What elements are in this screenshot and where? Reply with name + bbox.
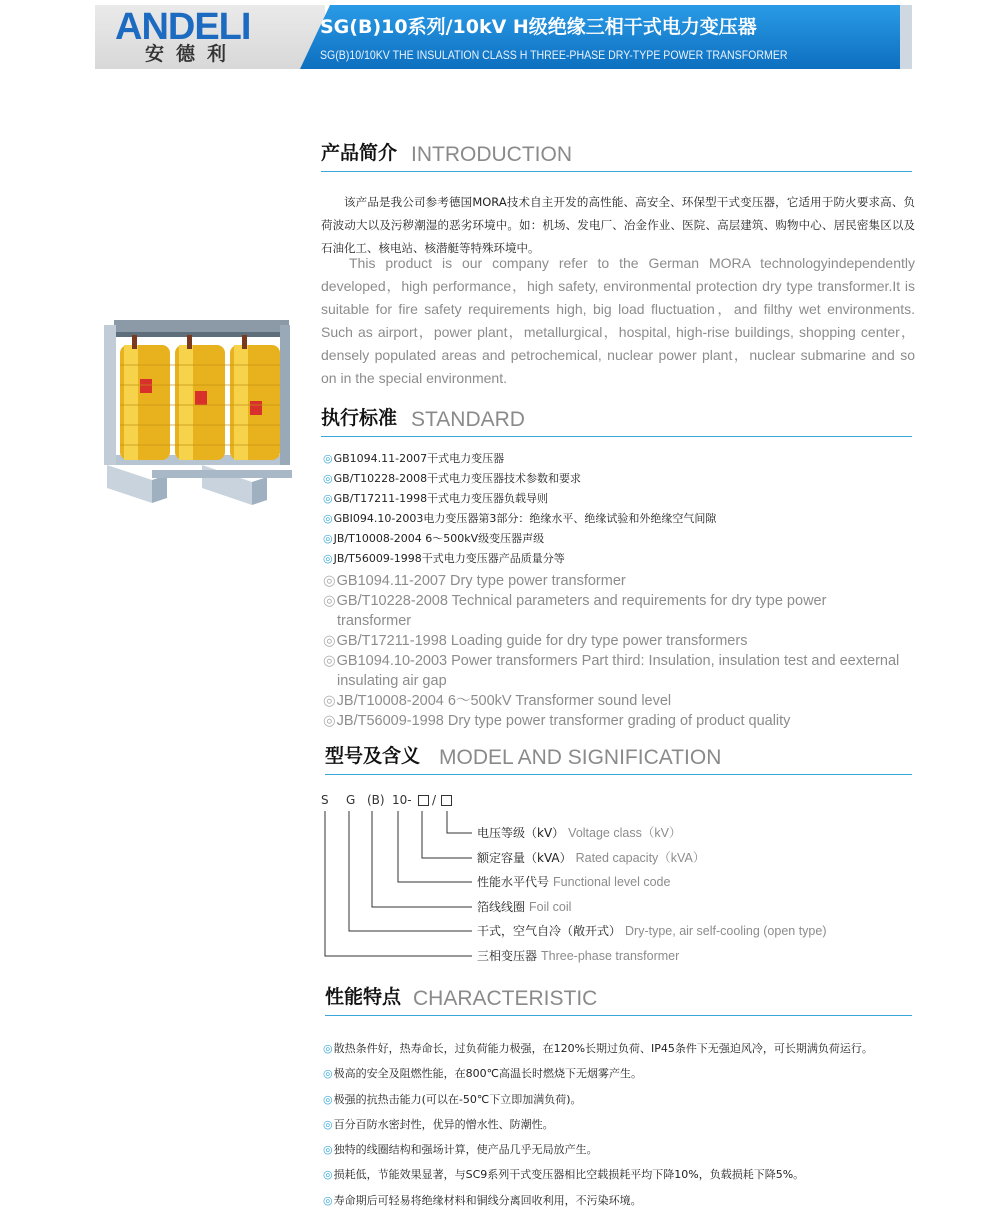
standard-item-en [323, 571, 903, 591]
standard-item-en [323, 711, 903, 731]
model-label-foil-cn: 箔线线圈 [477, 900, 526, 914]
model-code-b: (B) [367, 793, 385, 807]
product-title: SG(B)10系列/10kV H级绝缘三相干式电力变压器 [320, 16, 757, 38]
standard-heading-cn: 执行标准 [321, 407, 398, 429]
model-heading [325, 742, 912, 775]
model-code-capacity-box [418, 795, 429, 806]
characteristic-heading-cn: 性能特点 [325, 986, 402, 1008]
characteristic-heading-en: CHARACTERISTIC [413, 987, 598, 1010]
bullet-icon: ◎ [323, 1067, 333, 1081]
bullet-icon: ◎ [323, 532, 333, 545]
brand-logo: ANDELI [115, 6, 251, 48]
model-heading-cn: 型号及含义 [325, 745, 421, 767]
model-label-level [477, 875, 670, 889]
model-heading-en: MODEL AND SIGNIFICATION [439, 746, 722, 769]
standard-item-cn-text: GB/T17211-1998干式电力变压器负载导则 [333, 492, 549, 505]
brand-chinese-name: 安德利 [145, 43, 239, 65]
standard-item-cn-text: GBI094.10-2003电力变压器第3部分：绝缘水平、绝缘试验和外绝缘空气间隙 [333, 512, 717, 525]
bullet-icon: ◎ [323, 512, 333, 525]
model-code-voltage-box [441, 795, 452, 806]
standard-list-cn [323, 449, 716, 569]
bullet-icon: ◎ [323, 713, 336, 729]
characteristic-list [323, 1036, 873, 1213]
model-code-s: S [321, 793, 329, 807]
model-label-voltage-en: Voltage class（kV） [568, 826, 682, 840]
characteristic-item-text: 散热条件好，热寿命长，过负荷能力极强，在120%长期过负荷、IP45条件下无强迫风冷，可长期满负荷运行。 [333, 1042, 873, 1055]
model-label-foil-en: Foil coil [529, 900, 572, 914]
bullet-icon: ◎ [323, 1117, 333, 1131]
model-label-level-en: Functional level code [553, 875, 671, 889]
bullet-icon: ◎ [323, 552, 333, 565]
bullet-icon: ◎ [323, 1193, 333, 1207]
characteristic-item [323, 1112, 873, 1137]
standard-item-en [323, 591, 903, 631]
model-label-dry-type-cn: 干式，空气自冷（敞开式） [477, 924, 622, 938]
introduction-heading-en: INTRODUCTION [411, 143, 572, 166]
header-banner [95, 5, 912, 69]
bullet-icon: ◎ [323, 472, 333, 485]
standard-item-cn [323, 509, 716, 529]
model-label-capacity-en: Rated capacity（kVA） [575, 851, 706, 865]
standard-item-en-text: GB/T10228-2008 Technical parameters and requirements for dry type power transformer [336, 593, 827, 629]
standard-item-cn [323, 449, 716, 469]
standard-item-en [323, 691, 903, 711]
standard-item-cn [323, 469, 716, 489]
characteristic-item-text: 百分百防水密封性，优异的憎水性、防潮性。 [333, 1117, 554, 1131]
characteristic-item-text: 极强的抗热击能力(可以在-50℃下立即加满负荷)。 [333, 1092, 582, 1106]
model-label-three-phase-cn: 三相变压器 [477, 949, 538, 963]
introduction-text-cn: 该产品是我公司参考德国MORA技术自主开发的高性能、高安全、环保型干式变压器，它适用于防火要求高、负荷波动大以及污秽潮湿的恶劣环境中。如：机场、发电厂、冶金作业、医院、高层建筑、购物中心、居民密集区以及石油化工、核电站、核潜艇等特殊环境中。 [321, 195, 915, 255]
characteristic-item [323, 1137, 873, 1162]
introduction-text-en: This product is our company refer to the German MORA technologyindependently developed，high performance，high safety, environmental protection dry type transformer.It is suitable for fire safety requirements high, big load fluctuation，and filthy wet environments. Such as airport，power plant，metallurgical，hospital, high-rise buildings, shopping center，densely populated areas and petrochemical, nuclear power plant，nuclear submarine and so on in the special environment. [321, 255, 915, 386]
bullet-icon: ◎ [323, 633, 336, 649]
transformer-product-image [92, 305, 297, 535]
bullet-icon: ◎ [323, 452, 333, 465]
bullet-icon: ◎ [323, 693, 336, 709]
characteristic-heading [325, 983, 912, 1016]
characteristic-item [323, 1036, 873, 1061]
standard-item-cn-text: JB/T56009-1998干式电力变压器产品质量分等 [333, 552, 565, 565]
standard-heading-en: STANDARD [411, 408, 525, 431]
characteristic-item-text: 寿命期后可轻易将绝缘材料和铜线分离回收利用，不污染环境。 [333, 1193, 642, 1207]
standard-item-en-text: JB/T56009-1998 Dry type power transformer grading of product quality [336, 713, 791, 729]
characteristic-item-text: 损耗低，节能效果显著，与SC9系列干式变压器相比空载损耗平均下降10%，负载损耗下降5%。 [333, 1168, 805, 1182]
standard-item-en-text: GB1094.10-2003 Power transformers Part third: Insulation, insulation test and eexternal insulating air gap [336, 653, 900, 689]
model-label-three-phase [477, 949, 679, 963]
bullet-icon: ◎ [323, 1092, 333, 1106]
model-label-three-phase-en: Three-phase transformer [541, 949, 680, 963]
model-label-capacity [477, 851, 705, 865]
model-label-voltage [477, 826, 681, 840]
standard-item-cn [323, 529, 716, 549]
standard-item-cn [323, 549, 716, 569]
bullet-icon: ◎ [323, 573, 336, 589]
model-code-10: 10- [392, 793, 412, 807]
bullet-icon: ◎ [323, 1168, 333, 1182]
standard-item-cn-text: GB1094.11-2007干式电力变压器 [333, 452, 505, 465]
model-label-dry-type-en: Dry-type, air self-cooling (open type) [625, 924, 827, 938]
coil-1 [120, 345, 170, 460]
characteristic-item [323, 1188, 873, 1213]
model-label-foil [477, 900, 571, 914]
bullet-icon: ◎ [323, 1143, 333, 1157]
model-code-g: G [346, 793, 356, 807]
characteristic-item [323, 1162, 873, 1187]
standard-list-en [323, 571, 903, 731]
bullet-icon: ◎ [323, 653, 336, 669]
bullet-icon: ◎ [323, 492, 333, 505]
model-label-level-cn: 性能水平代号 [477, 875, 550, 889]
model-label-dry-type [477, 924, 827, 938]
coil-3 [230, 345, 280, 460]
standard-item-cn-text: GB/T10228-2008干式电力变压器技术参数和要求 [333, 472, 582, 485]
standard-item-en [323, 651, 903, 691]
standard-item-en-text: JB/T10008-2004 6～500kV Transformer sound level [336, 693, 672, 709]
standard-item-cn-text: JB/T10008-2004 6～500kV级变压器声级 [333, 532, 545, 545]
standard-item-en-text: GB1094.11-2007 Dry type power transformer [336, 573, 626, 589]
characteristic-item-text: 独特的线圈结构和强场计算，使产品几乎无局放产生。 [333, 1143, 598, 1157]
model-label-voltage-cn: 电压等级（kV） [477, 826, 565, 840]
product-subtitle: SG(B)10/10KV THE INSULATION CLASS H THREE-PHASE DRY-TYPE POWER TRANSFORMER [320, 48, 788, 62]
characteristic-item [323, 1087, 873, 1112]
characteristic-item-text: 极高的安全及阻燃性能，在800℃高温长时燃烧下无烟雾产生。 [333, 1067, 642, 1081]
standard-item-en [323, 631, 903, 651]
brand-panel [95, 5, 325, 69]
bullet-icon: ◎ [323, 593, 336, 609]
bullet-icon: ◎ [323, 1042, 333, 1055]
model-label-capacity-cn: 额定容量（kVA） [477, 851, 572, 865]
characteristic-item [323, 1061, 873, 1086]
model-code-slash: / [432, 793, 437, 807]
introduction-heading-cn: 产品简介 [321, 142, 398, 164]
standard-item-en-text: GB/T17211-1998 Loading guide for dry type power transformers [336, 633, 748, 649]
standard-item-cn [323, 489, 716, 509]
introduction-heading [321, 139, 912, 172]
standard-heading [321, 404, 912, 437]
coil-2 [175, 345, 225, 460]
